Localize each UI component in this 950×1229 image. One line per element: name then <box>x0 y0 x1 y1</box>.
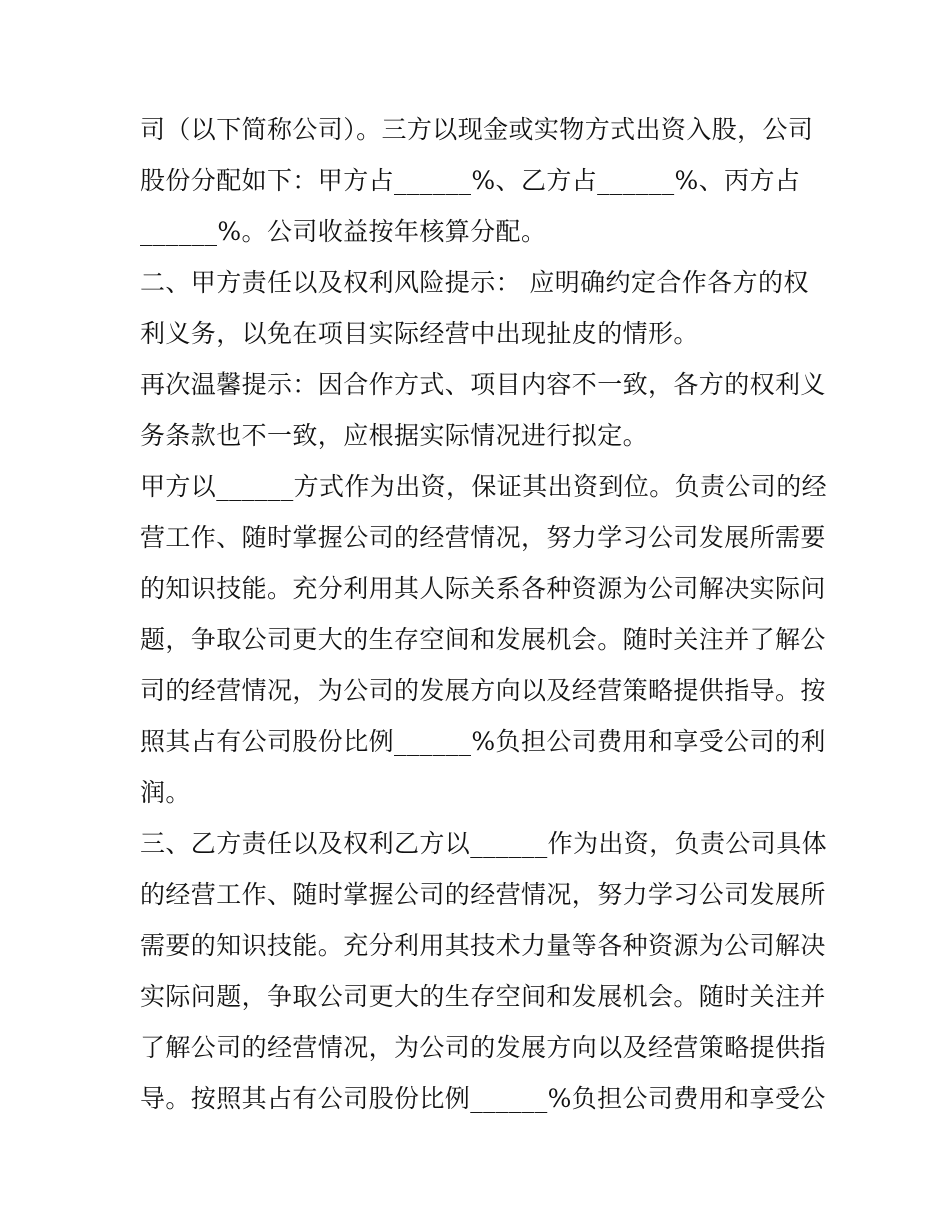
text-line: 司（以下简称公司）。三方以现金或实物方式出资入股，公司 <box>140 115 814 144</box>
text-line: 利义务，以免在项目实际经营中出现扯皮的情形。 <box>140 319 699 348</box>
text-line: 导。按照其占有公司股份比例______%负担公司费用和享受公 <box>140 1084 826 1113</box>
text-line: ______%。公司收益按年核算分配。 <box>140 217 547 246</box>
text-line: 的知识技能。充分利用其人际关系各种资源为公司解决实际问 <box>140 574 826 603</box>
text-line: 的经营工作、随时掌握公司的经营情况，努力学习公司发展所 <box>140 880 826 909</box>
text-line: 务条款也不一致，应根据实际情况进行拟定。 <box>140 421 649 450</box>
text-line: 营工作、随时掌握公司的经营情况，努力学习公司发展所需要 <box>140 523 826 552</box>
text-line: 照其占有公司股份比例______%负担公司费用和享受公司的利 <box>140 727 826 756</box>
text-line: 题，争取公司更大的生存空间和发展机会。随时关注并了解公 <box>140 625 826 654</box>
text-line: 司的经营情况，为公司的发展方向以及经营策略提供指导。按 <box>140 676 826 705</box>
text-line: 三、乙方责任以及权利乙方以______作为出资，负责公司具体 <box>140 829 828 858</box>
text-line: 润。 <box>140 778 191 807</box>
text-line: 甲方以______方式作为出资，保证其出资到位。负责公司的经 <box>140 472 828 501</box>
text-line: 需要的知识技能。充分利用其技术力量等各种资源为公司解决 <box>140 931 826 960</box>
text-line: 再次温馨提示：因合作方式、项目内容不一致，各方的权利义 <box>140 370 826 399</box>
text-line: 二、甲方责任以及权利风险提示： 应明确约定合作各方的权 <box>140 268 809 297</box>
text-line: 了解公司的经营情况，为公司的发展方向以及经营策略提供指 <box>140 1033 826 1062</box>
text-line: 实际问题，争取公司更大的生存空间和发展机会。随时关注并 <box>140 982 826 1011</box>
text-line: 股份分配如下：甲方占______%、乙方占______%、丙方占 <box>140 166 801 195</box>
